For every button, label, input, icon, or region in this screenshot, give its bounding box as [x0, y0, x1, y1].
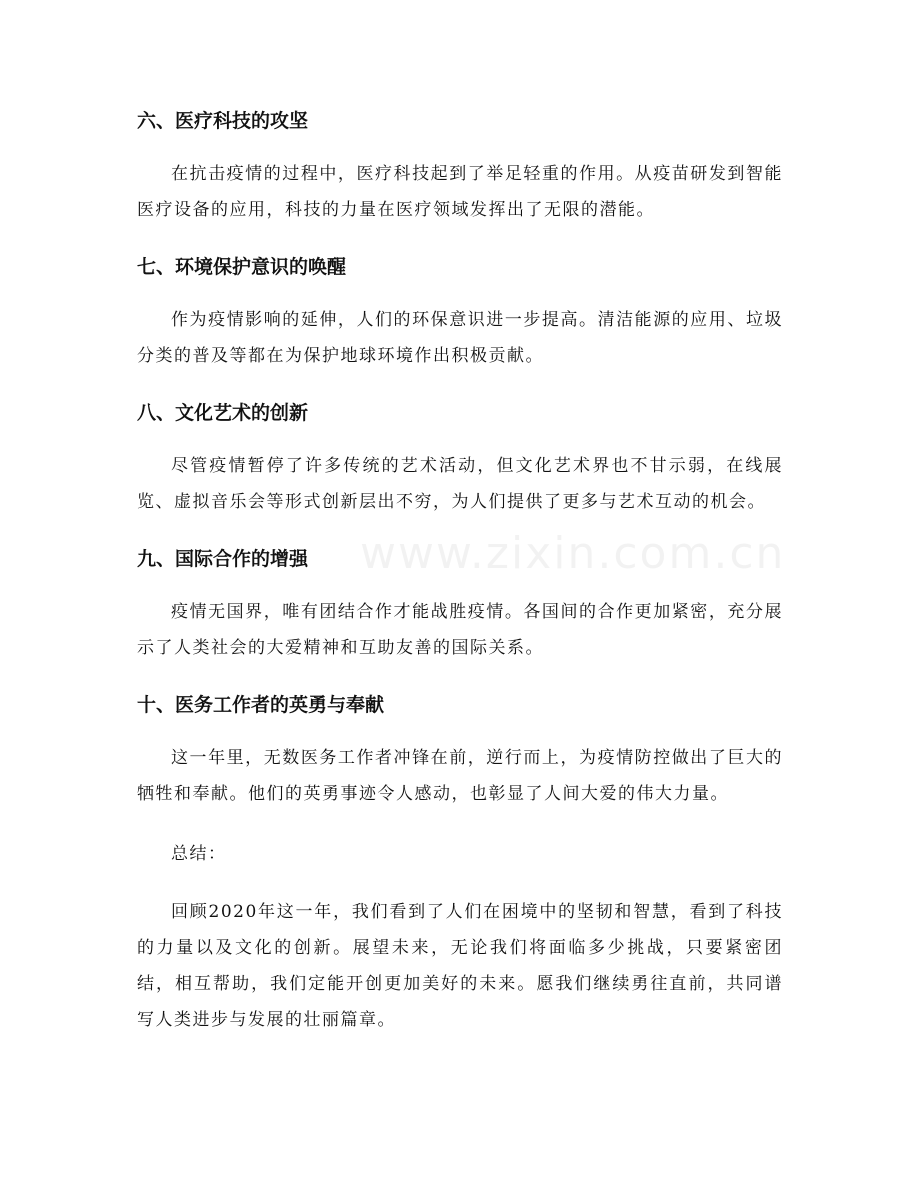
section-heading: 七、环境保护意识的唤醒	[137, 256, 347, 278]
section-heading: 十、医务工作者的英勇与奉献	[137, 694, 385, 716]
section-9	[137, 544, 783, 666]
section-heading: 六、医疗科技的攻坚	[137, 110, 309, 132]
document-body	[137, 106, 786, 1062]
section-paragraph: 尽管疫情暂停了许多传统的艺术活动，但文化艺术界也不甘示弱，在线展览、虚拟音乐会等形式创新层出不穷，为人们提供了更多与艺术互动的机会。	[137, 456, 783, 512]
section-8	[137, 398, 783, 520]
section-heading: 八、文化艺术的创新	[137, 402, 309, 424]
watermark: www.zixin.com.cn	[360, 528, 786, 579]
section-10	[137, 690, 783, 812]
summary-paragraph: 回顾2020年这一年，我们看到了人们在困境中的坚韧和智慧，看到了科技的力量以及文化的创新。展望未来，无论我们将面临多少挑战，只要紧密团结，相互帮助，我们定能开创更加美好的未来。愿我们继续勇往直前，共同谱写人类进步与发展的壮丽篇章。	[137, 902, 783, 1030]
section-paragraph: 疫情无国界，唯有团结合作才能战胜疫情。各国间的合作更加紧密，充分展示了人类社会的大爱精神和互助友善的国际关系。	[137, 602, 783, 658]
section-paragraph: 这一年里，无数医务工作者冲锋在前，逆行而上，为疫情防控做出了巨大的牺牲和奉献。他们的英勇事迹令人感动，也彰显了人间大爱的伟大力量。	[137, 748, 783, 804]
section-paragraph: 作为疫情影响的延伸，人们的环保意识进一步提高。清洁能源的应用、垃圾分类的普及等都在为保护地球环境作出积极贡献。	[137, 310, 783, 366]
section-6	[137, 106, 783, 228]
section-heading: 九、国际合作的增强	[137, 548, 309, 570]
summary-section	[137, 836, 783, 1038]
section-7	[137, 252, 783, 374]
section-paragraph: 在抗击疫情的过程中，医疗科技起到了举足轻重的作用。从疫苗研发到智能医疗设备的应用，科技的力量在医疗领域发挥出了无限的潜能。	[137, 164, 783, 220]
summary-label: 总结：	[171, 844, 227, 864]
